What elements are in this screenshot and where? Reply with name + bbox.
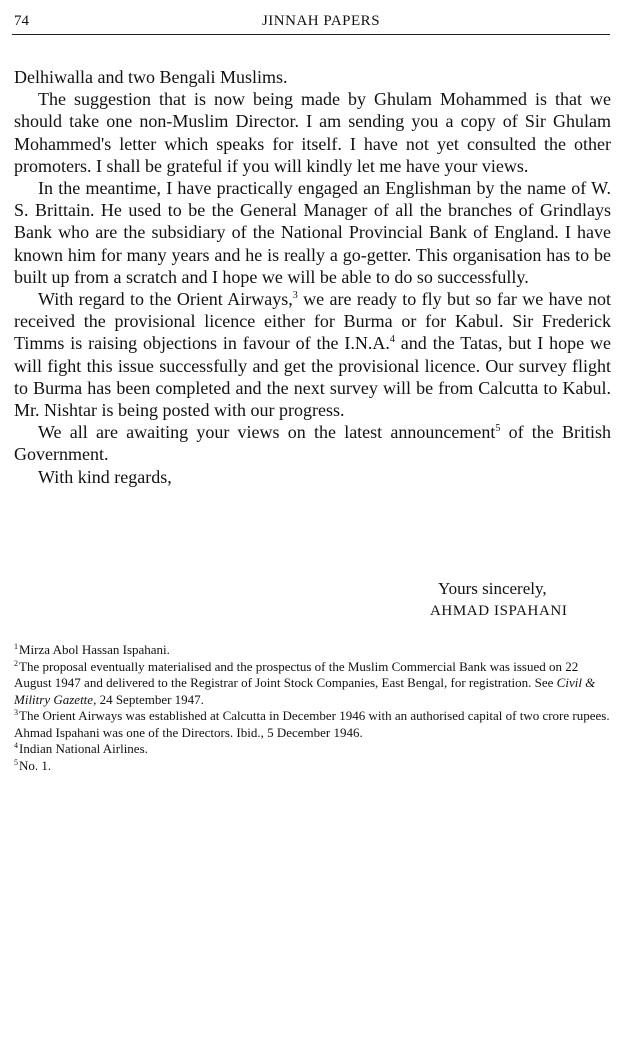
footnote-mark: 1 xyxy=(14,642,18,651)
signature-block xyxy=(430,578,567,622)
paragraph-4-part-c: and the Tatas, but I hope we will fight this issue successfully and get the provisional licence. Our survey flight to Burma has been completed and the next survey will be from Calcutta to Kabul. Mr. Nishtar is being posted with our progress. xyxy=(14,333,611,421)
footnote-mark: 5 xyxy=(14,757,18,767)
footnote-text: Mirza Abol Hassan Ispahani. xyxy=(19,642,170,657)
footnote-text: Indian National Airlines. xyxy=(19,741,148,756)
signature-closing: Yours sincerely, xyxy=(438,579,547,598)
paragraph-5 xyxy=(14,421,611,465)
footnote-text: The Orient Airways was established at Calcutta in December 1946 with an authorised capital of two crore rupees. Ahmad Ispahani was one of the Directors. Ibid., 5 December 1946. xyxy=(14,708,610,740)
footnote-ref-5: 5 xyxy=(495,423,501,435)
footnote-text: The proposal eventually materialised and the prospectus of the Muslim Commercial Bank was issued on 22 August 1947 and delivered to the Registrar of Joint Stock Companies, East Bengal, for registration. See xyxy=(14,658,579,690)
footnote-3 xyxy=(14,708,614,741)
footnote-ref-4: 4 xyxy=(389,334,395,346)
footnote-mark: 3 xyxy=(14,708,18,717)
footnote-4 xyxy=(14,741,614,758)
footnote-1 xyxy=(14,642,614,659)
signature-name: AHMAD ISPAHANI xyxy=(430,603,568,619)
paragraph-5-part-b: of the British Government. xyxy=(14,422,612,465)
footnote-italic-title: Civil & Militry Gazette xyxy=(14,675,596,707)
footnote-2 xyxy=(14,659,614,709)
footnote-mark: 2 xyxy=(14,658,18,668)
footnotes xyxy=(14,642,614,774)
footnote-ref-3: 3 xyxy=(292,290,298,302)
paragraph-2: The suggestion that is now being made by Ghulam Mohammed is that we should take one non-Muslim Director. I am sending you a copy of Sir Ghulam Mohammed's letter which speaks for itself. I have not yet consulted the other promoters. I shall be grateful if you will kindly let me have your views. xyxy=(14,89,611,176)
paragraph-4 xyxy=(14,288,611,421)
paragraph-3: In the meantime, I have practically engaged an Englishman by the name of W. S. Brittain. He used to be the General Manager of all the branches of Grindlays Bank who are the subsidiary of the National Provincial Bank of England. I have known him for many years and he is really a go-getter. This organisation has to be built up from a scratch and I hope we will be able to do so successfully. xyxy=(14,178,611,287)
footnote-mark: 4 xyxy=(14,741,18,750)
closing-line: With kind regards, xyxy=(38,466,172,487)
paragraph-4-part-a: With regard to the Orient Airways, xyxy=(38,289,293,310)
footnote-5 xyxy=(14,758,614,775)
footnote-text-end: , 24 September 1947. xyxy=(93,691,204,707)
paragraph-4-part-b: we are ready to fly but so far we have not received the provisional licence either for Burma or for Kabul. Sir Frederick Timms is raising objections in favour of the I.N.A. xyxy=(14,289,611,354)
letter-body xyxy=(14,66,611,488)
footnote-text: No. 1. xyxy=(19,757,52,773)
paragraph-1: Delhiwalla and two Bengali Muslims. xyxy=(14,67,288,87)
page-header xyxy=(12,10,610,35)
running-title: JINNAH PAPERS xyxy=(261,13,381,29)
paragraph-5-part-a: We all are awaiting your views on the latest announcement xyxy=(38,422,496,443)
page-number: 74 xyxy=(14,13,29,29)
